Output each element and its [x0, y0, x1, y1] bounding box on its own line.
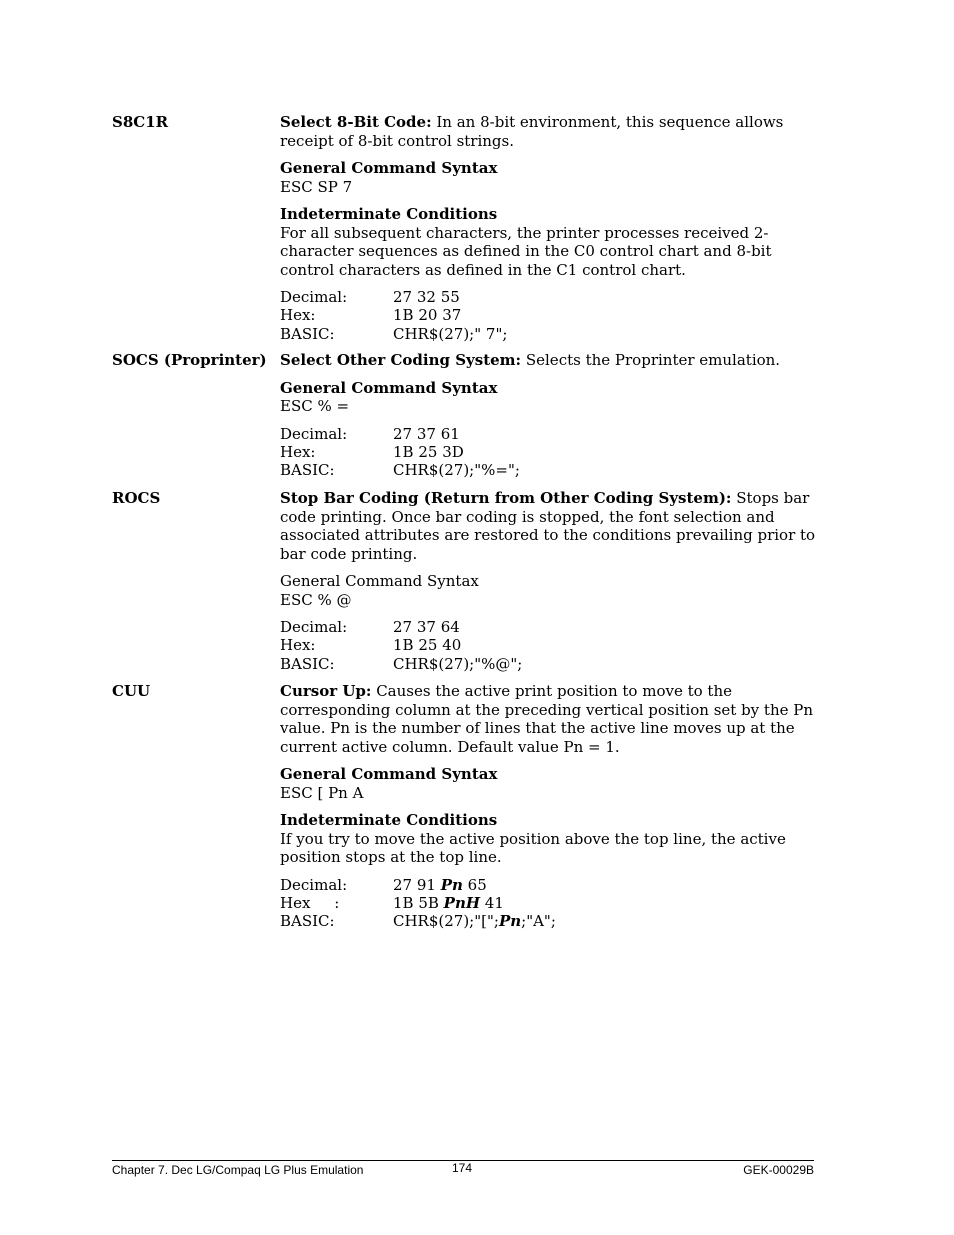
- code-row-hex: Hex : 1B 5B PnH 41: [280, 893, 504, 912]
- command-title: Select 8-Bit Code:: [280, 113, 432, 131]
- command-title: Select Other Coding System:: [280, 351, 522, 369]
- description-text: Causes the active print position to move to the corresponding column at the preceding vertical position set by the Pn value. Pn is the number of lines that the active line moves up at the current active column. Default value Pn = 1.: [280, 682, 814, 756]
- command-description: [280, 489, 816, 673]
- indeterminate-text: For all subsequent characters, the printer processes received 2-character sequences as defined in the C0 control chart and 8-bit control characters as defined in the C1 control chart.: [280, 223, 772, 279]
- code-row-decimal: Decimal: 27 37 61: [280, 424, 460, 443]
- command-name: S8C1R: [112, 113, 169, 131]
- syntax-text: ESC SP 7: [280, 177, 353, 196]
- code-row-hex: Hex: 1B 25 3D: [280, 442, 464, 461]
- code-row-decimal: Decimal: 27 91 Pn 65: [280, 875, 487, 894]
- command-name: ROCS: [112, 489, 161, 507]
- command-description: [280, 351, 816, 479]
- footer-left: Chapter 7. Dec LG/Compaq LG Plus Emulation: [112, 1163, 364, 1177]
- page-number: 174: [452, 1161, 473, 1175]
- code-table: [280, 618, 816, 673]
- code-row-basic: BASIC: CHR$(27);"%=";: [280, 461, 520, 480]
- code-row-hex: Hex: 1B 20 37: [280, 306, 462, 325]
- description-paragraph: [280, 113, 816, 150]
- command-title: Cursor Up:: [280, 682, 372, 700]
- code-row-hex: Hex: 1B 25 40: [280, 636, 462, 655]
- indeterminate-text: If you try to move the active position above the top line, the active position stops at the top line.: [280, 829, 786, 866]
- footer-right: GEK-00029B: [743, 1163, 814, 1177]
- description-text: In an 8-bit environment, this sequence allows receipt of 8-bit control strings.: [280, 113, 784, 150]
- code-row-basic: BASIC: CHR$(27);"[";Pn;"A";: [280, 912, 556, 931]
- description-paragraph: [280, 489, 816, 563]
- indeterminate-heading: Indeterminate Conditions: [280, 811, 498, 829]
- command-description: [280, 113, 816, 343]
- command-name: CUU: [112, 682, 151, 700]
- syntax-heading: General Command Syntax: [280, 159, 498, 177]
- description-text: Stops bar code printing. Once bar coding is stopped, the font selection and associated attributes are restored to the conditions prevailing prior to bar code printing.: [280, 489, 816, 563]
- command-description: [280, 682, 816, 930]
- code-row-basic: BASIC: CHR$(27);" 7";: [280, 324, 508, 343]
- syntax-text: ESC % =: [280, 397, 350, 415]
- code-table: [280, 425, 816, 480]
- syntax-text: ESC [ Pn A: [280, 783, 364, 802]
- code-row-decimal: Decimal: 27 32 55: [280, 288, 460, 306]
- command-name: SOCS (Proprinter): [112, 351, 267, 369]
- description-paragraph: [280, 351, 816, 370]
- command-title: Stop Bar Coding (Return from Other Coding System):: [280, 489, 732, 507]
- syntax-heading: General Command Syntax: [280, 572, 479, 590]
- syntax-text: ESC % @: [280, 590, 352, 609]
- syntax-heading: General Command Syntax: [280, 765, 498, 783]
- code-row-basic: BASIC: CHR$(27);"%@";: [280, 654, 523, 673]
- code-row-decimal: Decimal: 27 37 64: [280, 618, 460, 636]
- code-table: [280, 876, 816, 931]
- description-text: Selects the Proprinter emulation.: [521, 351, 781, 369]
- code-table: [280, 288, 816, 343]
- syntax-heading: General Command Syntax: [280, 378, 498, 397]
- indeterminate-heading: Indeterminate Conditions: [280, 205, 498, 223]
- description-paragraph: [280, 682, 816, 756]
